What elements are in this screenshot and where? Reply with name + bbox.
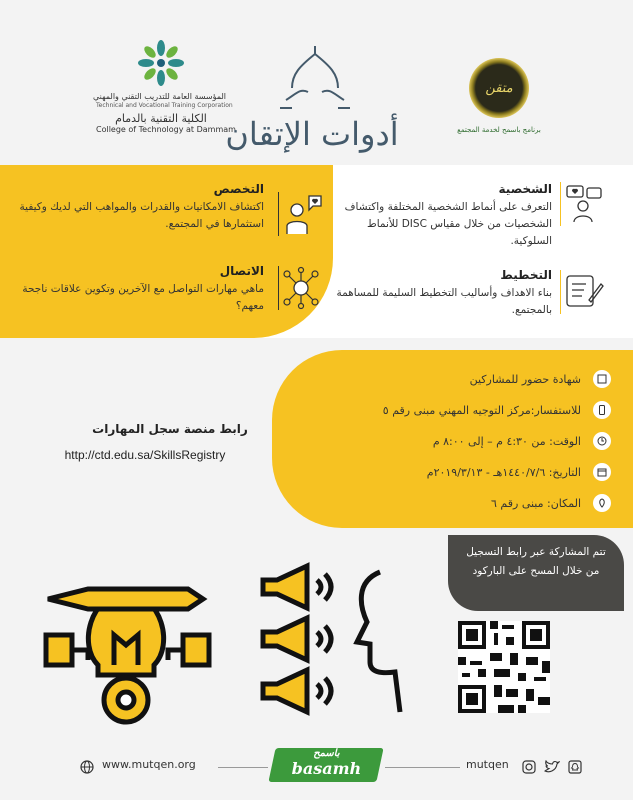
- section-personality-text: التعرف على أنماط الشخصية المختلفة واكتشاف الشخصيات من خلال مقياس DISC للأنماط السلوكية.: [344, 201, 552, 247]
- college-logo: [92, 38, 236, 158]
- section-planning-text: بناء الاهداف وأساليب التخطيط السليمة للمساهمة بالمجتمع.: [336, 287, 552, 316]
- info-certificate-row: [470, 370, 611, 388]
- registration-title: رابط منصة سجل المهارات: [92, 422, 248, 436]
- twitter-icon[interactable]: [544, 760, 560, 774]
- footer: [0, 748, 633, 788]
- globe-icon: [80, 760, 94, 774]
- org-name-en: Technical and Vocational Training Corporation: [96, 102, 233, 109]
- section-specialization-text: اكتشاف الامكانيات والقدرات والمواهب التي لديك وكيفية استثمارها في المجتمع.: [19, 201, 264, 230]
- event-title: أدوات الإتقان: [225, 115, 399, 153]
- mutqen-logo: [444, 58, 554, 134]
- section-planning: [330, 268, 552, 319]
- info-inquiry-row: [383, 401, 611, 419]
- event-info-panel: [272, 350, 633, 528]
- idea-gear-illustration-icon: [38, 565, 218, 730]
- talent-heart-icon: [279, 192, 323, 236]
- network-face-icon: [279, 266, 323, 310]
- info-certificate-text: شهادة حضور للمشاركين: [469, 372, 581, 386]
- instagram-icon[interactable]: [522, 760, 536, 774]
- section-planning-title: التخطيط: [500, 268, 552, 282]
- section-communication: [14, 264, 264, 315]
- communication-icon-box: [278, 266, 322, 310]
- info-place-text: المكان: مبنى رقم ٦: [491, 496, 581, 510]
- basamh-brand: basamh: [291, 759, 362, 778]
- certificate-icon: [593, 370, 611, 388]
- barcode-note: تتم المشاركة عبر رابط التسجيل من خلال المسح على الباركود: [448, 535, 624, 611]
- personality-icon-box: [560, 182, 604, 226]
- footer-divider: [218, 767, 268, 768]
- org-name-ar: المؤسسة العامة للتدريب التقني والمهني: [92, 92, 226, 101]
- location-pin-icon: [593, 494, 611, 512]
- qr-code-icon: [458, 621, 550, 713]
- section-personality-title: الشخصية: [498, 182, 552, 196]
- college-emblem-icon: [136, 38, 186, 88]
- checklist-pen-icon: [561, 270, 605, 314]
- megaphone-head-illustration-icon: [255, 562, 445, 727]
- info-date-row: [427, 463, 611, 481]
- dome-icon: [280, 44, 350, 114]
- section-personality: [330, 182, 552, 250]
- college-name-ar: الكلية التقنية بالدمام: [115, 112, 207, 125]
- section-communication-text: ماهي مهارات التواصل مع الآخرين وتكوين علاقات ناجحة معهم؟: [22, 283, 264, 312]
- footer-divider-right: [385, 767, 460, 768]
- basamh-logo: [268, 748, 383, 782]
- presenter-heart-icon: [561, 182, 605, 226]
- registration-link[interactable]: http://ctd.edu.sa/SkillsRegistry: [64, 448, 226, 462]
- info-inquiry-text: للاستفسار:مركز التوجيه المهني مبنى رقم ٥: [382, 403, 581, 417]
- social-handle[interactable]: mutqen: [466, 758, 509, 771]
- badge-caption: برنامج باسمح لخدمة المجتمع: [457, 126, 541, 134]
- section-communication-title: الاتصال: [219, 264, 264, 278]
- snapchat-icon[interactable]: [568, 760, 582, 774]
- info-time-row: [433, 432, 611, 450]
- section-specialization: [14, 182, 264, 233]
- badge-text: متقن: [485, 80, 513, 96]
- website-link[interactable]: www.mutqen.org: [102, 758, 196, 771]
- planning-icon-box: [560, 270, 604, 314]
- college-name-en: College of Technology at Dammam: [96, 125, 236, 134]
- qr-code[interactable]: [458, 621, 550, 713]
- clock-icon: [593, 432, 611, 450]
- info-time-text: الوقت: من ٤:٣٠ م – إلى ٨:٠٠ م: [432, 434, 581, 448]
- calendar-icon: [593, 463, 611, 481]
- phone-icon: [593, 401, 611, 419]
- section-specialization-title: التخصص: [213, 182, 264, 196]
- basamh-brand-ar: باسمح: [313, 748, 340, 759]
- specialization-icon-box: [278, 192, 322, 236]
- info-place-row: [491, 494, 611, 512]
- info-date-text: التاريخ: ١٤٤٠/٧/٦هـ - ٢٠١٩/٣/١٣م: [426, 465, 581, 479]
- mutqen-badge-icon: [469, 58, 529, 118]
- title-logo: [222, 44, 412, 153]
